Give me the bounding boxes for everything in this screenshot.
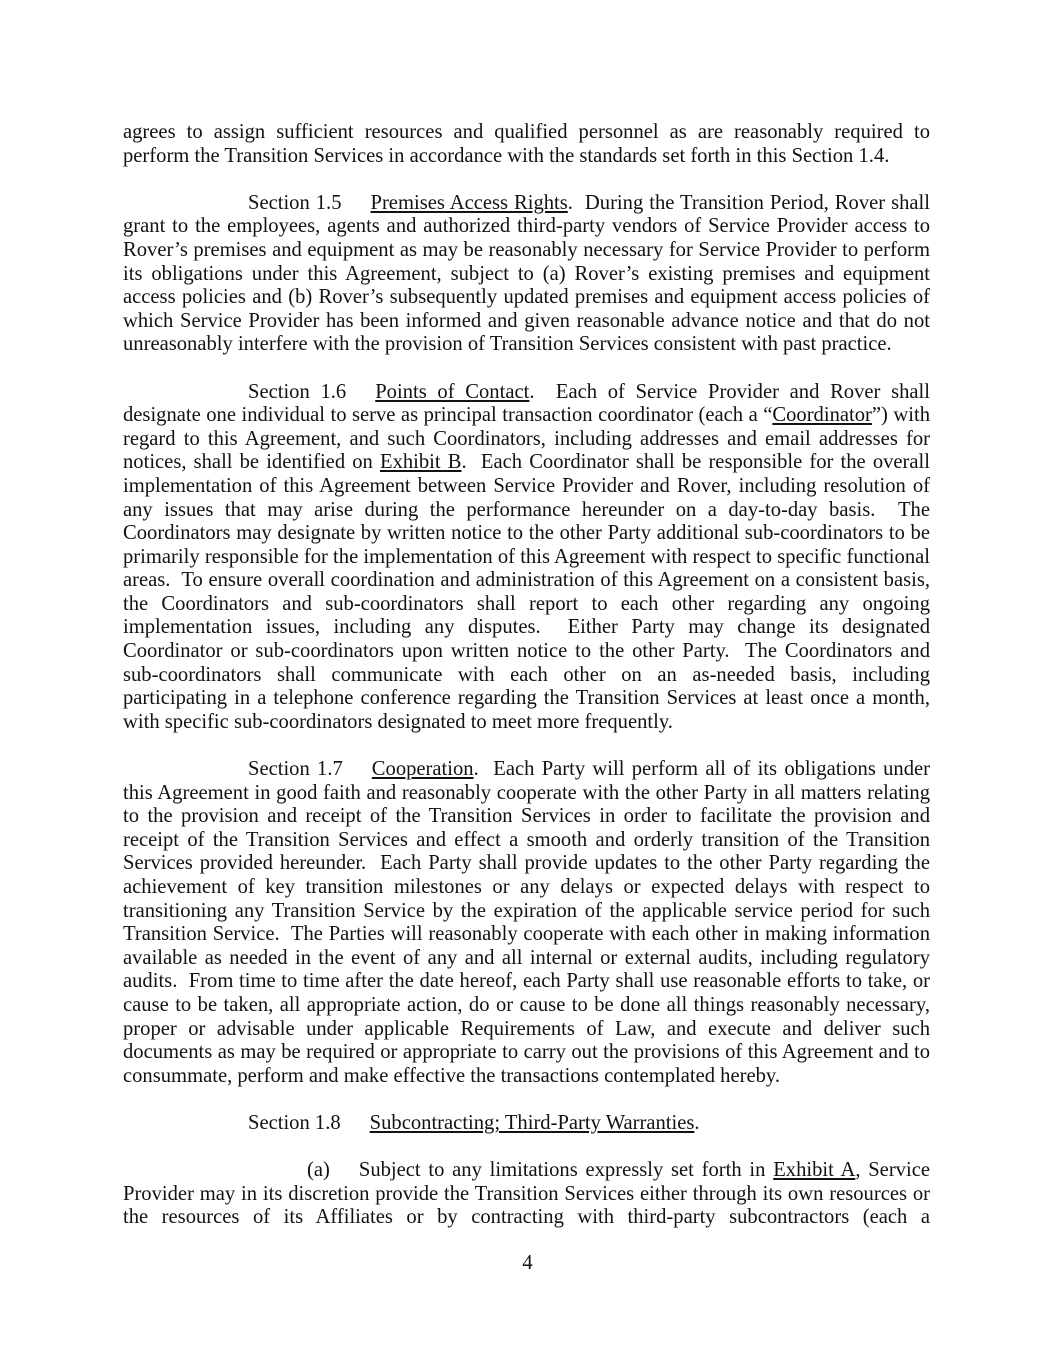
text-run: Section 1.6: [248, 380, 347, 403]
document-body: [123, 121, 930, 1230]
underlined-text-run: Cooperation: [371, 758, 474, 781]
text-run: . Each of Service Provider and Rover shall designate one individual to serve as principal transaction coordinator (each a “: [123, 380, 930, 427]
underlined-text-run: Points of Contact: [375, 380, 530, 403]
underlined-text-run: Exhibit B: [379, 451, 462, 474]
section-1-8-paragraph-a: [123, 1159, 930, 1230]
text-run: .: [694, 1111, 700, 1134]
text-run: . During the Transition Period, Rover shall grant to the employees, agents and authorized third-party vendors of Service Provider access to Rover’s premises and equipment as may be reasonably necessary for Service Provider to perform its obligations under this Agreement, subject to (a) Rover’s existing premises and equipment access policies and (b) Rover’s subsequently updated premises and equipment access policies of which Service Provider has been informed and given reasonable advance notice and that do not unreasonably interfere with the provision of Transition Services consistent with past practice.: [123, 191, 930, 356]
text-run: Section 1.8: [248, 1111, 341, 1134]
text-run: Section 1.7: [248, 758, 343, 781]
text-run: agrees to assign sufficient resources and qualified personnel as are reasonably required to perform the Transition Services in accordance with the standards set forth in this Section 1.4.: [123, 121, 930, 167]
text-run: Subject to any limitations expressly set forth in: [358, 1159, 774, 1182]
section-1-5-premises-access-rights: [123, 192, 930, 357]
page-footer: [0, 1252, 1055, 1276]
text-run: . Each Coordinator shall be responsible for the overall implementation of this Agreement between Service Provider and Rover, including resolution of any issues that may arise during the performance hereunder on a day-to-day basis. The Coordinators may designate by written notice to the other Party additional sub-coordinators to be primarily responsible for the implementation of this Agreement with respect to specific functional areas. To ensure overall coordination and administration of this Agreement on a consistent basis, the Coordinators and sub-coordinators shall report to each other regarding any ongoing implementation issues, including any disputes. Either Party may change its designated Coordinator or sub-coordinators upon written notice to the other Party. The Coordinators and sub-coordinators shall communicate with each other on an as-needed basis, including participating in a telephone conference regarding the Transition Services at least once a month, with specific sub-coordinators designated to meet more frequently.: [123, 451, 930, 733]
text-run: (a): [307, 1159, 330, 1182]
text-run: Section 1.5: [248, 191, 342, 214]
continuation-paragraph: [123, 121, 930, 168]
text-run: . Each Party will perform all of its obligations under this Agreement in good faith and reasonably cooperate with the other Party in all matters relating to the provision and receipt of the Transition Services in order to facilitate the provision and receipt of the Transition Services and effect a smooth and orderly transition of the Transition Services provided hereunder. Each Party shall provide updates to the other Party regarding the achievement of key transition milestones or any delays or expected delays with respect to transitioning any Transition Service by the expiration of the applicable service period for such Transition Service. The Parties will reasonably cooperate with each other in making information available as needed in the event of any and all internal or external audits, including regulatory audits. From time to time after the date hereof, each Party shall use reasonable efforts to take, or cause to be taken, all appropriate action, do or cause to be done all things reasonably necessary, proper or advisable under applicable Requirements of Law, and execute and deliver such documents as may be required or appropriate to carry out the provisions of this Agreement and to consummate, perform and make effective the transactions contemplated hereby.: [123, 758, 930, 1087]
page-number: 4: [522, 1252, 533, 1274]
text-run: , Service Provider may in its discretion provide the Transition Services either through its own resources or the resources of its Affiliates or by contracting with third-party subcontractors (each a: [123, 1159, 930, 1229]
text-run: ”) with regard to this Agreement, and such Coordinators, including addresses and email addresses for notices, shall be identified on: [123, 404, 930, 474]
underlined-text-run: Premises Access Rights: [370, 191, 568, 214]
underlined-text-run: Coordinator: [772, 404, 872, 427]
section-1-6-points-of-contact: [123, 381, 930, 735]
section-1-8-subcontracting-heading: [123, 1112, 930, 1136]
section-1-7-cooperation: [123, 758, 930, 1088]
underlined-text-run: Exhibit A: [773, 1159, 856, 1182]
underlined-text-run: Subcontracting; Third-Party Warranties: [369, 1111, 695, 1134]
